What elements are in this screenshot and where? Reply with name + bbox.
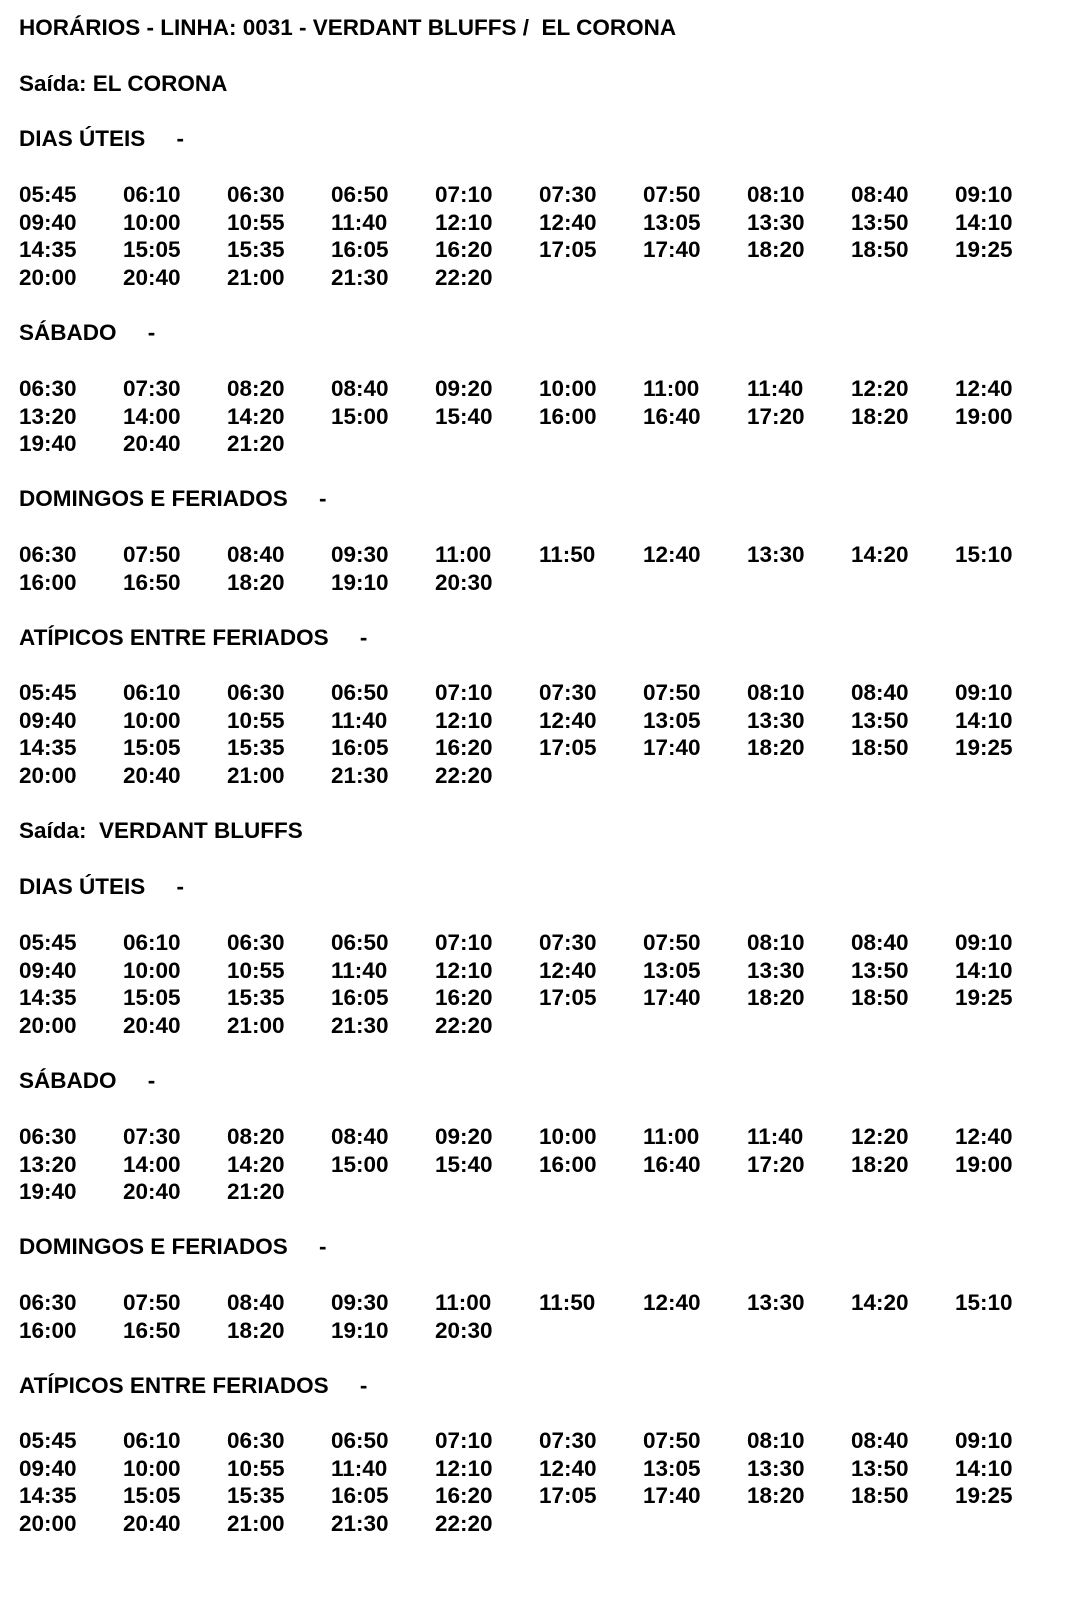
- time-cell: 06:30: [19, 1290, 77, 1315]
- time-cell: 18:50: [851, 985, 909, 1011]
- time-cell: 15:00: [331, 403, 389, 429]
- time-cell: 15:05: [123, 735, 181, 761]
- time-cell: 11:40: [747, 1124, 804, 1149]
- time-cell: 16:05: [331, 1483, 389, 1509]
- time-cell: 19:25: [955, 1483, 1013, 1509]
- time-cell: 16:05: [331, 985, 389, 1011]
- time-cell: 19:00: [955, 1151, 1013, 1177]
- time-cell: 19:25: [955, 735, 1013, 761]
- section-title: DOMINGOS E FERIADOS -: [19, 1234, 327, 1259]
- time-cell: 06:30: [19, 1124, 77, 1149]
- time-cell: 20:40: [123, 1511, 181, 1537]
- time-cell: 06:30: [227, 680, 285, 705]
- time-cell: 12:20: [851, 376, 909, 401]
- time-cell: 14:20: [851, 542, 909, 567]
- time-cell: 18:20: [851, 1151, 909, 1177]
- time-cell: 15:35: [227, 1483, 285, 1509]
- time-cell: 11:00: [643, 376, 700, 401]
- time-cell: 09:10: [955, 930, 1013, 955]
- time-cell: 17:05: [539, 735, 597, 761]
- time-cell: 15:00: [331, 1151, 389, 1177]
- time-cell: 19:00: [955, 403, 1013, 429]
- time-cell: 14:10: [955, 1455, 1013, 1481]
- time-cell: 10:55: [227, 957, 285, 983]
- time-cell: 09:40: [19, 707, 77, 733]
- time-cell: 06:30: [227, 182, 285, 207]
- time-cell: 12:10: [435, 707, 493, 733]
- time-cell: 16:50: [123, 1317, 181, 1343]
- time-cell: 10:00: [539, 1124, 597, 1149]
- time-cell: 19:40: [19, 431, 77, 457]
- time-cell: 13:30: [747, 209, 805, 235]
- time-cell: 18:20: [747, 1483, 805, 1509]
- time-cell: 10:00: [123, 957, 181, 983]
- time-cell: 07:30: [539, 930, 597, 955]
- time-cell: 10:55: [227, 1455, 285, 1481]
- time-cell: 11:00: [643, 1124, 700, 1149]
- time-cell: 12:40: [955, 376, 1013, 401]
- time-cell: 18:20: [747, 237, 805, 263]
- time-cell: 20:00: [19, 763, 77, 789]
- time-cell: 10:00: [123, 1455, 181, 1481]
- time-cell: 05:45: [19, 930, 77, 955]
- time-cell: 08:20: [227, 1124, 285, 1149]
- time-cell: 18:50: [851, 237, 909, 263]
- time-cell: 18:50: [851, 1483, 909, 1509]
- time-cell: 08:10: [747, 182, 805, 207]
- time-cell: 13:30: [747, 542, 805, 567]
- time-cell: 08:10: [747, 1428, 805, 1453]
- time-cell: 05:45: [19, 680, 77, 705]
- time-cell: 15:10: [955, 542, 1013, 567]
- time-cell: 16:00: [539, 1151, 597, 1177]
- time-cell: 09:10: [955, 182, 1013, 207]
- time-cell: 08:40: [227, 542, 285, 567]
- time-cell: 18:20: [851, 403, 909, 429]
- time-cell: 14:00: [123, 1151, 181, 1177]
- time-cell: 08:40: [851, 930, 909, 955]
- time-cell: 09:10: [955, 680, 1013, 705]
- time-cell: 21:30: [331, 763, 389, 789]
- time-cell: 17:40: [643, 1483, 701, 1509]
- time-cell: 07:50: [643, 680, 701, 705]
- time-cell: 22:20: [435, 763, 493, 789]
- time-cell: 15:40: [435, 403, 493, 429]
- time-cell: 17:20: [747, 403, 805, 429]
- time-cell: 13:30: [747, 1455, 805, 1481]
- time-cell: 06:50: [331, 182, 389, 207]
- time-cell: 13:50: [851, 957, 909, 983]
- section-title: DIAS ÚTEIS -: [19, 874, 185, 899]
- time-cell: 13:05: [643, 1455, 701, 1481]
- time-cell: 06:30: [19, 542, 77, 567]
- time-cell: 18:20: [747, 735, 805, 761]
- time-cell: 13:50: [851, 209, 909, 235]
- section-title: SÁBADO -: [19, 1068, 156, 1093]
- time-cell: 07:10: [435, 1428, 493, 1453]
- time-cell: 10:55: [227, 209, 285, 235]
- time-cell: 07:30: [539, 1428, 597, 1453]
- page-title: HORÁRIOS - LINHA: 0031 - VERDANT BLUFFS / EL CORONA: [19, 15, 677, 40]
- time-cell: 14:35: [19, 237, 77, 263]
- time-cell: 12:20: [851, 1124, 909, 1149]
- time-cell: 15:35: [227, 735, 285, 761]
- time-cell: 13:05: [643, 707, 701, 733]
- time-cell: 12:40: [539, 957, 597, 983]
- departure-header: Saída: EL CORONA: [19, 71, 228, 96]
- time-cell: 12:10: [435, 957, 493, 983]
- time-cell: 14:20: [227, 1151, 285, 1177]
- time-cell: 09:20: [435, 376, 493, 401]
- time-cell: 07:50: [643, 182, 701, 207]
- time-cell: 13:50: [851, 707, 909, 733]
- time-cell: 06:10: [123, 930, 181, 955]
- time-cell: 14:35: [19, 735, 77, 761]
- time-cell: 13:30: [747, 957, 805, 983]
- time-cell: 17:05: [539, 985, 597, 1011]
- time-cell: 11:40: [331, 957, 388, 983]
- time-cell: 14:10: [955, 957, 1013, 983]
- time-cell: 21:30: [331, 1013, 389, 1039]
- time-cell: 15:05: [123, 1483, 181, 1509]
- time-cell: 16:00: [19, 569, 77, 595]
- time-cell: 20:40: [123, 1013, 181, 1039]
- time-cell: 12:40: [539, 707, 597, 733]
- time-cell: 06:10: [123, 1428, 181, 1453]
- time-cell: 07:50: [643, 1428, 701, 1453]
- time-cell: 08:40: [227, 1290, 285, 1315]
- time-cell: 13:20: [19, 403, 77, 429]
- time-cell: 11:40: [331, 1455, 388, 1481]
- time-cell: 12:40: [539, 1455, 597, 1481]
- time-cell: 15:05: [123, 237, 181, 263]
- time-cell: 21:20: [227, 1179, 285, 1205]
- time-cell: 20:40: [123, 1179, 181, 1205]
- time-cell: 12:10: [435, 209, 493, 235]
- time-cell: 06:10: [123, 182, 181, 207]
- time-cell: 18:20: [227, 1317, 285, 1343]
- time-cell: 19:25: [955, 985, 1013, 1011]
- time-cell: 20:00: [19, 1511, 77, 1537]
- time-cell: 17:40: [643, 237, 701, 263]
- time-cell: 20:40: [123, 763, 181, 789]
- time-cell: 06:50: [331, 1428, 389, 1453]
- time-cell: 09:40: [19, 1455, 77, 1481]
- time-cell: 13:20: [19, 1151, 77, 1177]
- time-cell: 13:05: [643, 209, 701, 235]
- time-cell: 09:10: [955, 1428, 1013, 1453]
- time-cell: 11:40: [331, 707, 388, 733]
- time-cell: 16:00: [19, 1317, 77, 1343]
- time-cell: 22:20: [435, 1013, 493, 1039]
- time-cell: 10:00: [539, 376, 597, 401]
- time-cell: 19:10: [331, 1317, 389, 1343]
- time-cell: 08:10: [747, 930, 805, 955]
- time-cell: 16:20: [435, 1483, 493, 1509]
- time-cell: 06:50: [331, 930, 389, 955]
- time-cell: 21:30: [331, 1511, 389, 1537]
- time-cell: 13:30: [747, 1290, 805, 1315]
- time-cell: 12:40: [643, 542, 701, 567]
- time-cell: 06:30: [227, 1428, 285, 1453]
- time-cell: 21:00: [227, 1511, 285, 1537]
- time-cell: 17:05: [539, 237, 597, 263]
- time-cell: 21:00: [227, 763, 285, 789]
- time-cell: 06:30: [19, 376, 77, 401]
- time-cell: 17:05: [539, 1483, 597, 1509]
- time-cell: 21:30: [331, 265, 389, 291]
- time-cell: 18:20: [227, 569, 285, 595]
- time-cell: 07:10: [435, 930, 493, 955]
- time-cell: 16:50: [123, 569, 181, 595]
- time-cell: 17:40: [643, 985, 701, 1011]
- time-cell: 11:50: [539, 542, 596, 567]
- time-cell: 20:40: [123, 431, 181, 457]
- time-cell: 18:20: [747, 985, 805, 1011]
- time-cell: 19:25: [955, 237, 1013, 263]
- time-cell: 15:05: [123, 985, 181, 1011]
- time-cell: 15:40: [435, 1151, 493, 1177]
- departure-header: Saída: VERDANT BLUFFS: [19, 818, 303, 843]
- time-cell: 16:05: [331, 237, 389, 263]
- time-cell: 09:40: [19, 209, 77, 235]
- time-cell: 09:30: [331, 542, 389, 567]
- time-cell: 11:40: [747, 376, 804, 401]
- time-cell: 20:30: [435, 1317, 493, 1343]
- time-cell: 21:00: [227, 265, 285, 291]
- time-cell: 07:10: [435, 680, 493, 705]
- time-cell: 21:20: [227, 431, 285, 457]
- time-cell: 22:20: [435, 1511, 493, 1537]
- time-cell: 14:00: [123, 403, 181, 429]
- time-cell: 12:40: [643, 1290, 701, 1315]
- time-cell: 20:00: [19, 1013, 77, 1039]
- time-cell: 08:40: [851, 1428, 909, 1453]
- time-cell: 21:00: [227, 1013, 285, 1039]
- time-cell: 18:50: [851, 735, 909, 761]
- time-cell: 16:20: [435, 735, 493, 761]
- time-cell: 22:20: [435, 265, 493, 291]
- time-cell: 06:10: [123, 680, 181, 705]
- section-title: ATÍPICOS ENTRE FERIADOS -: [19, 625, 368, 650]
- time-cell: 05:45: [19, 1428, 77, 1453]
- section-title: ATÍPICOS ENTRE FERIADOS -: [19, 1373, 368, 1398]
- time-cell: 20:00: [19, 265, 77, 291]
- time-cell: 13:30: [747, 707, 805, 733]
- time-cell: 08:40: [331, 1124, 389, 1149]
- time-cell: 11:40: [331, 209, 388, 235]
- time-cell: 13:50: [851, 1455, 909, 1481]
- time-cell: 13:05: [643, 957, 701, 983]
- time-cell: 12:40: [955, 1124, 1013, 1149]
- time-cell: 07:50: [123, 542, 181, 567]
- time-cell: 17:20: [747, 1151, 805, 1177]
- time-cell: 08:40: [851, 680, 909, 705]
- time-cell: 20:40: [123, 265, 181, 291]
- time-cell: 12:40: [539, 209, 597, 235]
- time-cell: 08:40: [331, 376, 389, 401]
- time-cell: 07:30: [539, 680, 597, 705]
- time-cell: 09:20: [435, 1124, 493, 1149]
- time-cell: 10:00: [123, 707, 181, 733]
- time-cell: 05:45: [19, 182, 77, 207]
- time-cell: 15:10: [955, 1290, 1013, 1315]
- time-cell: 14:35: [19, 985, 77, 1011]
- time-cell: 16:20: [435, 237, 493, 263]
- time-cell: 14:20: [851, 1290, 909, 1315]
- time-cell: 20:30: [435, 569, 493, 595]
- time-cell: 08:40: [851, 182, 909, 207]
- time-cell: 09:30: [331, 1290, 389, 1315]
- section-title: DOMINGOS E FERIADOS -: [19, 486, 327, 511]
- time-cell: 07:10: [435, 182, 493, 207]
- time-cell: 17:40: [643, 735, 701, 761]
- time-cell: 14:35: [19, 1483, 77, 1509]
- time-cell: 06:50: [331, 680, 389, 705]
- time-cell: 08:20: [227, 376, 285, 401]
- time-cell: 16:05: [331, 735, 389, 761]
- time-cell: 19:40: [19, 1179, 77, 1205]
- time-cell: 11:00: [435, 542, 492, 567]
- section-title: SÁBADO -: [19, 320, 156, 345]
- time-cell: 07:50: [643, 930, 701, 955]
- time-cell: 16:40: [643, 403, 701, 429]
- time-cell: 15:35: [227, 985, 285, 1011]
- time-cell: 14:10: [955, 209, 1013, 235]
- time-cell: 11:50: [539, 1290, 596, 1315]
- time-cell: 10:00: [123, 209, 181, 235]
- section-title: DIAS ÚTEIS -: [19, 126, 185, 151]
- time-cell: 06:30: [227, 930, 285, 955]
- time-cell: 07:30: [539, 182, 597, 207]
- time-cell: 15:35: [227, 237, 285, 263]
- time-cell: 07:30: [123, 376, 181, 401]
- time-cell: 14:10: [955, 707, 1013, 733]
- time-cell: 08:10: [747, 680, 805, 705]
- time-cell: 07:50: [123, 1290, 181, 1315]
- time-cell: 14:20: [227, 403, 285, 429]
- time-cell: 16:40: [643, 1151, 701, 1177]
- time-cell: 10:55: [227, 707, 285, 733]
- time-cell: 11:00: [435, 1290, 492, 1315]
- time-cell: 07:30: [123, 1124, 181, 1149]
- time-cell: 16:00: [539, 403, 597, 429]
- time-cell: 12:10: [435, 1455, 493, 1481]
- time-cell: 16:20: [435, 985, 493, 1011]
- time-cell: 19:10: [331, 569, 389, 595]
- time-cell: 09:40: [19, 957, 77, 983]
